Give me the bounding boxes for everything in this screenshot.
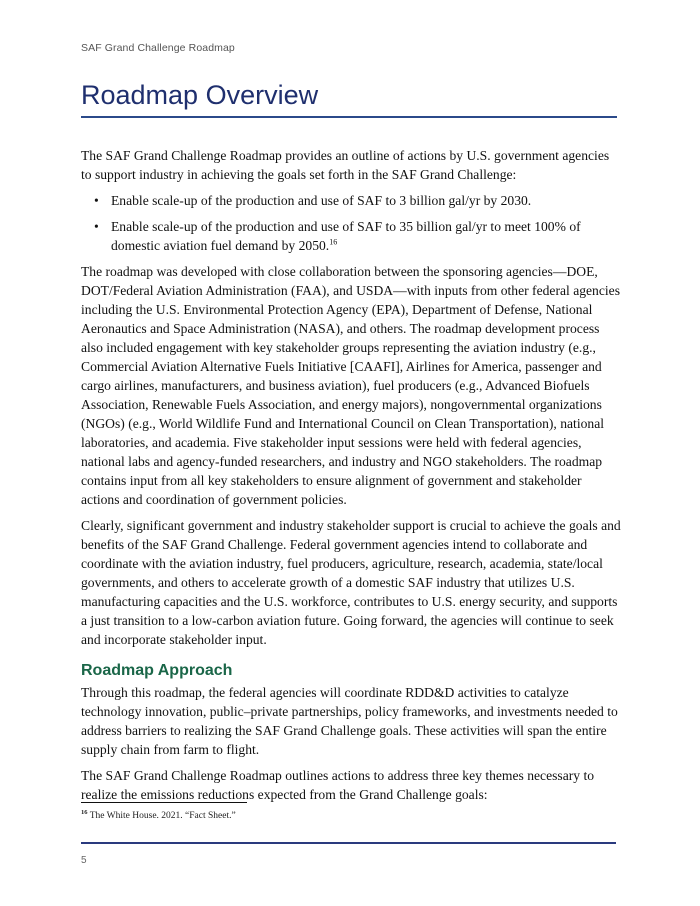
footer-divider (81, 842, 616, 844)
collaboration-paragraph: The roadmap was developed with close collaboration between the sponsoring agencies—DOE, DOT/Federal Aviation Administration (FAA), and USDA—with inputs from other federal agencies including the U.S. Environmental Protection Agency (EPA), Department of Defense, National Aeronautics and Space Administration (NASA), and others. The roadmap development process also included engagement with key stakeholder groups representing the aviation industry (e.g., Commercial Aviation Alternative Fuels Initiative [CAAFI], Airlines for America, passenger and cargo airlines, manufacturers, and business aviation), fuel producers (e.g., Advanced Biofuels Association, Renewable Fuels Association, and energy majors), nongovernmental organizations (NGOs) (e.g., World Wildlife Fund and International Council on Clean Transportation), national laboratories, and academia. Five stakeholder input sessions were held with federal agencies, national labs and agency-funded researchers, and industry and NGO stakeholders. The roadmap contains input from all key stakeholders to ensure alignment of government and stakeholder actions and coordination of government policies. (81, 264, 620, 507)
footnote (81, 808, 236, 821)
footnote-text: The White House. 2021. “Fact Sheet.” (87, 811, 236, 821)
support-paragraph: Clearly, significant government and industry stakeholder support is crucial to achieve the goals and benefits of the SAF Grand Challenge. Federal government agencies intend to collaborate and coordinate with the aviation industry, fuel producers, agriculture, research, academia, state/local governments, and others to accelerate growth of a domestic SAF industry that utilizes U.S. manufacturing capacities and the U.S. workforce, contributes to U.S. energy security, and supports a just transition to a low-carbon aviation future. Going forward, the agencies will continue to seek and incorporate stakeholder input. (81, 518, 621, 647)
goals-list (81, 191, 621, 255)
goal-item (94, 191, 621, 210)
subsection-title: Roadmap Approach (81, 662, 233, 679)
title-divider (81, 116, 617, 118)
bullet-icon: • (94, 219, 99, 234)
bullet-icon: • (94, 193, 99, 208)
body-text (81, 146, 621, 811)
footnote-reference[interactable]: 16 (329, 237, 338, 247)
running-header: SAF Grand Challenge Roadmap (81, 42, 235, 54)
themes-paragraph: The SAF Grand Challenge Roadmap outlines actions to address three key themes necessary to realize the emissions reductions expected from the Grand Challenge goals: (81, 768, 595, 802)
goal-item (94, 217, 621, 255)
approach-paragraph: Through this roadmap, the federal agencies will coordinate RDD&D activities to catalyze technology innovation, public–private partnerships, policy frameworks, and investments needed to address barriers to realizing the SAF Grand Challenge goals. These activities will span the entire supply chain from farm to flight. (81, 685, 618, 757)
goal-text: Enable scale-up of the production and use of SAF to 3 billion gal/yr by 2030. (111, 193, 532, 208)
goal-text: Enable scale-up of the production and use of SAF to 35 billion gal/yr to meet 100% of domestic aviation fuel demand by 2050. (111, 219, 581, 253)
intro-paragraph: The SAF Grand Challenge Roadmap provides an outline of actions by U.S. government agencies to support industry in achieving the goals set forth in the SAF Grand Challenge: (81, 148, 610, 182)
footnote-divider (81, 802, 247, 803)
section-title: Roadmap Overview (81, 80, 319, 110)
footnote-number: 16 (81, 808, 88, 816)
page-number: 5 (81, 855, 87, 866)
